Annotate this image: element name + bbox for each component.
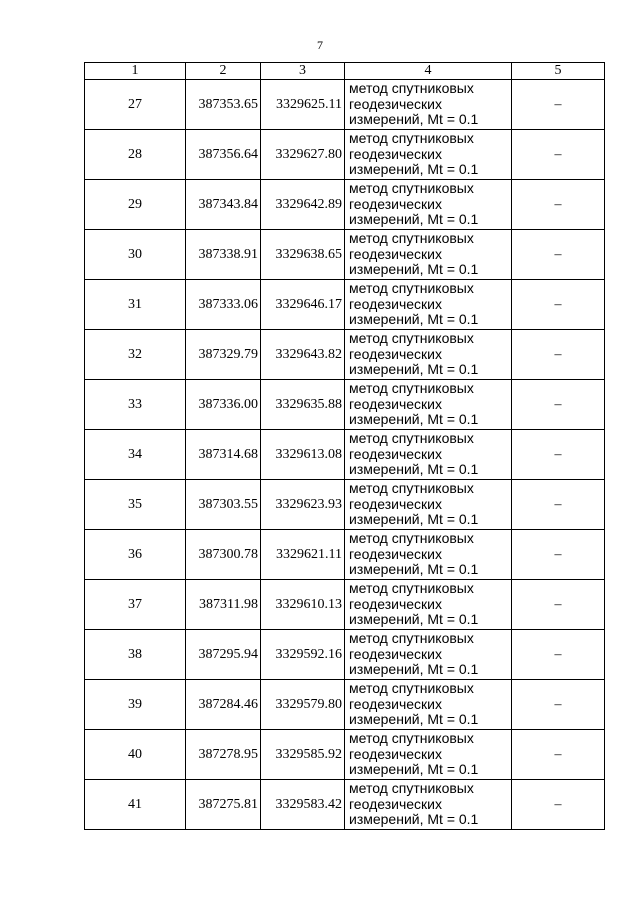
method-line: геодезических — [349, 645, 442, 662]
method-line: геодезических — [349, 345, 442, 362]
y-coordinate-cell: 3329638.65 — [261, 230, 345, 280]
y-coordinate-cell: 3329642.89 — [261, 180, 345, 230]
x-coordinate-cell: 387356.64 — [186, 130, 261, 180]
x-coordinate-cell: 387278.95 — [186, 730, 261, 780]
x-coordinate-cell: 387303.55 — [186, 480, 261, 530]
coordinates-table — [84, 62, 605, 830]
y-coordinate-cell: 3329583.42 — [261, 780, 345, 830]
x-coordinate-cell: 387336.00 — [186, 380, 261, 430]
method-line: геодезических — [349, 495, 442, 512]
table-row — [85, 430, 605, 480]
method-line: метод спутниковых — [349, 480, 474, 497]
note-cell: – — [512, 630, 605, 680]
y-coordinate-cell: 3329625.11 — [261, 80, 345, 130]
method-line: геодезических — [349, 95, 442, 112]
note-cell: – — [512, 580, 605, 630]
method-line: метод спутниковых — [349, 580, 474, 597]
method-line: геодезических — [349, 545, 442, 562]
method-line: метод спутниковых — [349, 230, 474, 247]
page-number: 7 — [317, 38, 323, 52]
note-cell: – — [512, 280, 605, 330]
method-line: метод спутниковых — [349, 430, 474, 447]
table-row — [85, 230, 605, 280]
y-coordinate-cell: 3329623.93 — [261, 480, 345, 530]
table-row — [85, 780, 605, 830]
table-row — [85, 130, 605, 180]
table-row — [85, 180, 605, 230]
point-number-cell: 39 — [85, 680, 186, 730]
point-number-cell: 28 — [85, 130, 186, 180]
y-coordinate-cell: 3329635.88 — [261, 380, 345, 430]
method-line: измерений, Mt = 0.1 — [349, 761, 479, 778]
method-cell — [345, 330, 512, 380]
x-coordinate-cell: 387314.68 — [186, 430, 261, 480]
point-number-cell: 29 — [85, 180, 186, 230]
method-line: измерений, Mt = 0.1 — [349, 811, 479, 828]
y-coordinate-cell: 3329621.11 — [261, 530, 345, 580]
method-line: измерений, Mt = 0.1 — [349, 111, 479, 128]
y-coordinate-cell: 3329643.82 — [261, 330, 345, 380]
method-line: измерений, Mt = 0.1 — [349, 461, 479, 478]
column-header: 5 — [512, 63, 605, 80]
table-row — [85, 680, 605, 730]
method-line: измерений, Mt = 0.1 — [349, 411, 479, 428]
note-cell: – — [512, 730, 605, 780]
table-body — [85, 80, 605, 830]
method-line: геодезических — [349, 795, 442, 812]
note-cell: – — [512, 80, 605, 130]
method-line: геодезических — [349, 245, 442, 262]
method-line: геодезических — [349, 445, 442, 462]
method-line: геодезических — [349, 695, 442, 712]
point-number-cell: 32 — [85, 330, 186, 380]
point-number-cell: 38 — [85, 630, 186, 680]
method-line: геодезических — [349, 395, 442, 412]
method-line: измерений, Mt = 0.1 — [349, 311, 479, 328]
y-coordinate-cell: 3329613.08 — [261, 430, 345, 480]
method-line: метод спутниковых — [349, 780, 474, 797]
column-header: 4 — [345, 63, 512, 80]
method-line: измерений, Mt = 0.1 — [349, 561, 479, 578]
x-coordinate-cell: 387284.46 — [186, 680, 261, 730]
note-cell: – — [512, 530, 605, 580]
note-cell: – — [512, 430, 605, 480]
method-cell — [345, 180, 512, 230]
x-coordinate-cell: 387300.78 — [186, 530, 261, 580]
method-line: геодезических — [349, 195, 442, 212]
x-coordinate-cell: 387275.81 — [186, 780, 261, 830]
method-line: геодезических — [349, 745, 442, 762]
x-coordinate-cell: 387333.06 — [186, 280, 261, 330]
method-line: метод спутниковых — [349, 280, 474, 297]
method-cell — [345, 580, 512, 630]
y-coordinate-cell: 3329627.80 — [261, 130, 345, 180]
y-coordinate-cell: 3329646.17 — [261, 280, 345, 330]
point-number-cell: 27 — [85, 80, 186, 130]
method-cell — [345, 430, 512, 480]
method-line: измерений, Mt = 0.1 — [349, 211, 479, 228]
table-row — [85, 530, 605, 580]
table-row — [85, 630, 605, 680]
method-line: метод спутниковых — [349, 380, 474, 397]
note-cell: – — [512, 130, 605, 180]
method-line: измерений, Mt = 0.1 — [349, 361, 479, 378]
point-number-cell: 35 — [85, 480, 186, 530]
method-cell — [345, 730, 512, 780]
table-header-row — [85, 63, 605, 80]
method-line: метод спутниковых — [349, 680, 474, 697]
column-header: 2 — [186, 63, 261, 80]
note-cell: – — [512, 380, 605, 430]
method-line: метод спутниковых — [349, 180, 474, 197]
table-row — [85, 380, 605, 430]
point-number-cell: 33 — [85, 380, 186, 430]
method-line: геодезических — [349, 295, 442, 312]
method-line: измерений, Mt = 0.1 — [349, 611, 479, 628]
point-number-cell: 36 — [85, 530, 186, 580]
point-number-cell: 37 — [85, 580, 186, 630]
note-cell: – — [512, 330, 605, 380]
x-coordinate-cell: 387343.84 — [186, 180, 261, 230]
method-cell — [345, 80, 512, 130]
method-cell — [345, 230, 512, 280]
method-line: измерений, Mt = 0.1 — [349, 511, 479, 528]
method-line: метод спутниковых — [349, 80, 474, 97]
y-coordinate-cell: 3329585.92 — [261, 730, 345, 780]
table-row — [85, 580, 605, 630]
y-coordinate-cell: 3329592.16 — [261, 630, 345, 680]
method-cell — [345, 130, 512, 180]
method-cell — [345, 380, 512, 430]
x-coordinate-cell: 387295.94 — [186, 630, 261, 680]
method-line: геодезических — [349, 595, 442, 612]
method-line: метод спутниковых — [349, 330, 474, 347]
table-row — [85, 280, 605, 330]
method-line: метод спутниковых — [349, 730, 474, 747]
point-number-cell: 31 — [85, 280, 186, 330]
method-cell — [345, 480, 512, 530]
method-line: измерений, Mt = 0.1 — [349, 711, 479, 728]
point-number-cell: 30 — [85, 230, 186, 280]
note-cell: – — [512, 180, 605, 230]
note-cell: – — [512, 230, 605, 280]
point-number-cell: 40 — [85, 730, 186, 780]
note-cell: – — [512, 780, 605, 830]
point-number-cell: 34 — [85, 430, 186, 480]
column-header: 3 — [261, 63, 345, 80]
method-line: метод спутниковых — [349, 530, 474, 547]
method-line: геодезических — [349, 145, 442, 162]
method-line: измерений, Mt = 0.1 — [349, 661, 479, 678]
method-cell — [345, 780, 512, 830]
method-cell — [345, 280, 512, 330]
x-coordinate-cell: 387353.65 — [186, 80, 261, 130]
method-cell — [345, 630, 512, 680]
method-line: метод спутниковых — [349, 130, 474, 147]
table-row — [85, 330, 605, 380]
method-line: метод спутниковых — [349, 630, 474, 647]
column-header: 1 — [85, 63, 186, 80]
method-cell — [345, 530, 512, 580]
x-coordinate-cell: 387338.91 — [186, 230, 261, 280]
method-line: измерений, Mt = 0.1 — [349, 161, 479, 178]
point-number-cell: 41 — [85, 780, 186, 830]
method-cell — [345, 680, 512, 730]
note-cell: – — [512, 680, 605, 730]
table-row — [85, 730, 605, 780]
note-cell: – — [512, 480, 605, 530]
method-line: измерений, Mt = 0.1 — [349, 261, 479, 278]
x-coordinate-cell: 387329.79 — [186, 330, 261, 380]
table-row — [85, 80, 605, 130]
y-coordinate-cell: 3329610.13 — [261, 580, 345, 630]
x-coordinate-cell: 387311.98 — [186, 580, 261, 630]
y-coordinate-cell: 3329579.80 — [261, 680, 345, 730]
table-row — [85, 480, 605, 530]
